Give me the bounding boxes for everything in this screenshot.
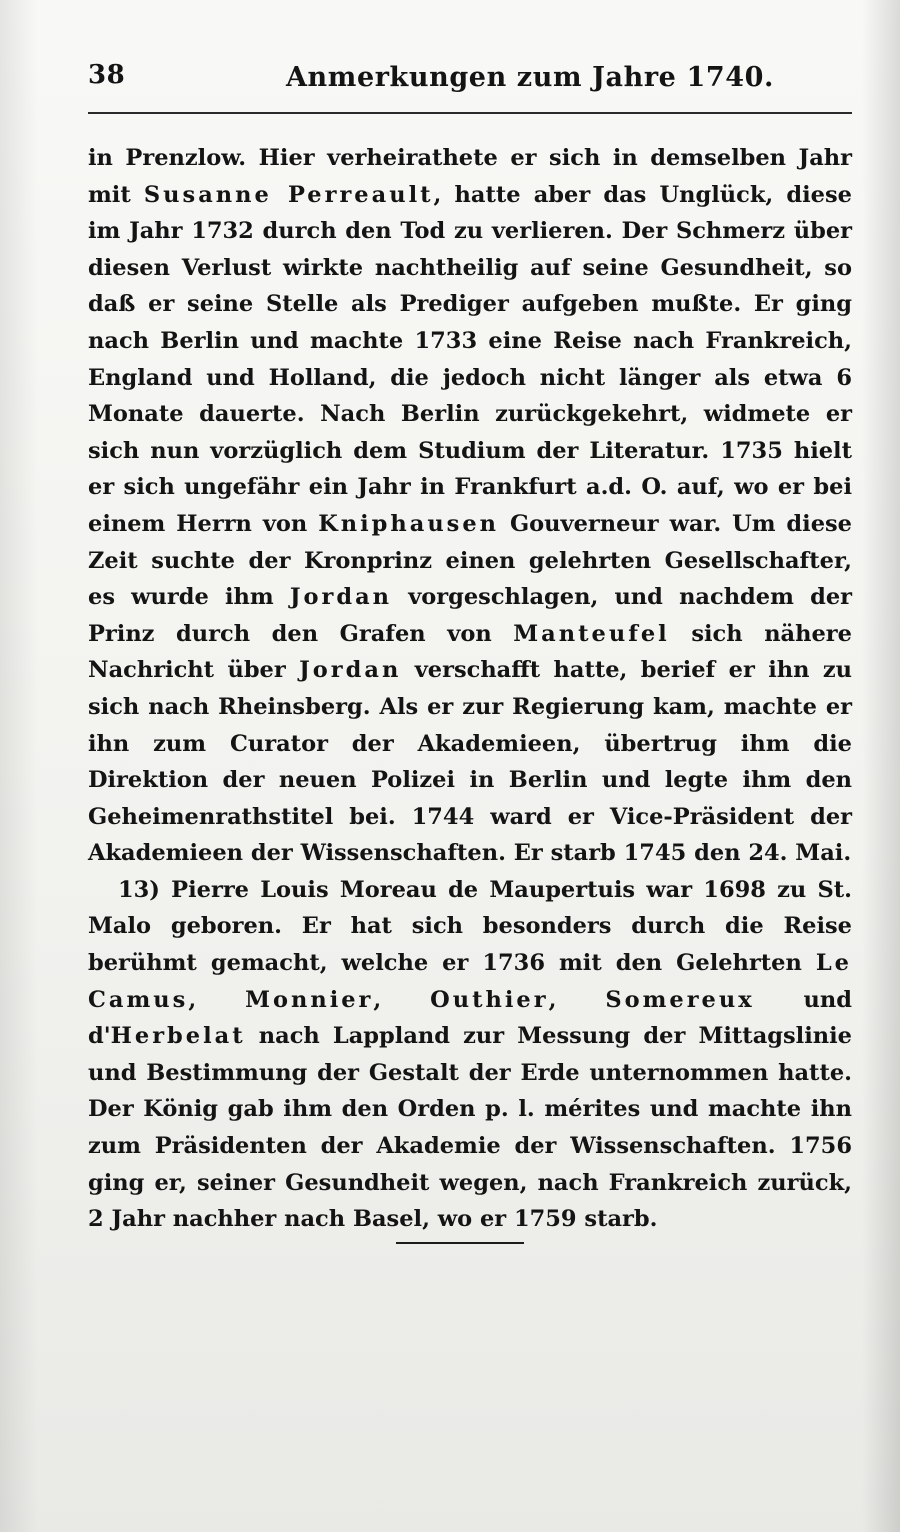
main-text xyxy=(88,140,852,1238)
spaced-name: Somereux xyxy=(605,986,755,1013)
spaced-name: Le Camus xyxy=(88,950,852,1013)
text-run: , hatte aber das Unglück, diese im Jahr 1732 durch den Tod zu verlieren. Der Schmerz über diesen Verlust wirkte nachtheilig auf seine Gesundheit, so daß er seine Stelle als Prediger aufgeben mußte. Er ging nach Berlin und machte 1733 eine Reise nach Frankreich, England und Holland, die jedoch nicht länger als etwa 6 Monate dauerte. Nach Berlin zurückgekehrt, widmete er sich nun vorzüglich dem Studium der Literatur. 1735 hielt er sich ungefähr ein Jahr in Frankfurt a.d. O. auf, wo er bei einem Herrn von xyxy=(88,181,852,537)
text-run: verschafft hatte, berief er ihn zu sich nach Rheinsberg. Als er zur Regierung kam, machte er ihn zum Curator der Akademieen, übertrug ihm die Direktion der neuen Polizei in Berlin und legte ihm den Geheimenrathstitel bei. 1744 ward er Vice-Präsident der Akademieen der Wissenschaften. Er starb 1745 den 24. Mai. xyxy=(88,657,853,867)
text-run: , xyxy=(188,986,246,1013)
spaced-name: Jordan xyxy=(299,657,402,684)
text-run: sich nähere Nachricht über xyxy=(88,620,852,684)
page-edge-shadow-left xyxy=(0,0,38,1532)
text-run: , xyxy=(548,986,606,1013)
text-run: , xyxy=(373,986,431,1013)
text-run: Gouverneur war. Um diese Zeit suchte der Kronprinz einen gelehrten Gesellschafter, es wurde ihm xyxy=(88,510,852,611)
end-rule xyxy=(396,1242,524,1244)
paragraph-jordan xyxy=(88,140,852,872)
text-run: 13) Pierre Louis Moreau de Maupertuis war 1698 zu St. Malo geboren. Er hat sich besonders durch die Reise berühmt gemacht, welche er 1736 mit den Gelehrten xyxy=(88,876,852,977)
spaced-name: Jordan xyxy=(289,584,393,611)
spaced-name: Monnier xyxy=(245,986,374,1013)
paragraph-maupertuis xyxy=(88,872,852,1238)
page-number: 38 xyxy=(88,60,126,90)
page-edge-shadow-right xyxy=(862,0,900,1532)
spaced-name: Manteufel xyxy=(513,620,670,647)
text-run: und d' xyxy=(88,986,852,1050)
text-run: vorgeschlagen, und nachdem der Prinz durch den Grafen von xyxy=(88,584,852,647)
text-run: nach Lappland zur Messung der Mittagslinie und Bestimmung der Gestalt der Erde unternommen hatte. Der König gab ihm den Orden p. l. mérites und machte ihn zum Präsidenten der Akademie der Wissenschaften. 1756 ging er, seiner Gesundheit wegen, nach Frankreich zurück, 2 Jahr nachher nach Basel, wo er 1759 starb. xyxy=(88,1023,852,1233)
running-title: Anmerkungen zum Jahre 1740. xyxy=(286,62,774,93)
spaced-name: Susanne Perreault xyxy=(143,181,434,208)
text-run: in Prenzlow. Hier verheirathete er sich in demselben Jahr mit xyxy=(88,145,852,208)
header-rule xyxy=(88,112,852,114)
spaced-name: Kniphausen xyxy=(318,510,500,537)
spaced-name: Outhier xyxy=(430,986,549,1013)
spaced-name: Herbelat xyxy=(110,1023,246,1050)
page-header xyxy=(88,52,850,102)
